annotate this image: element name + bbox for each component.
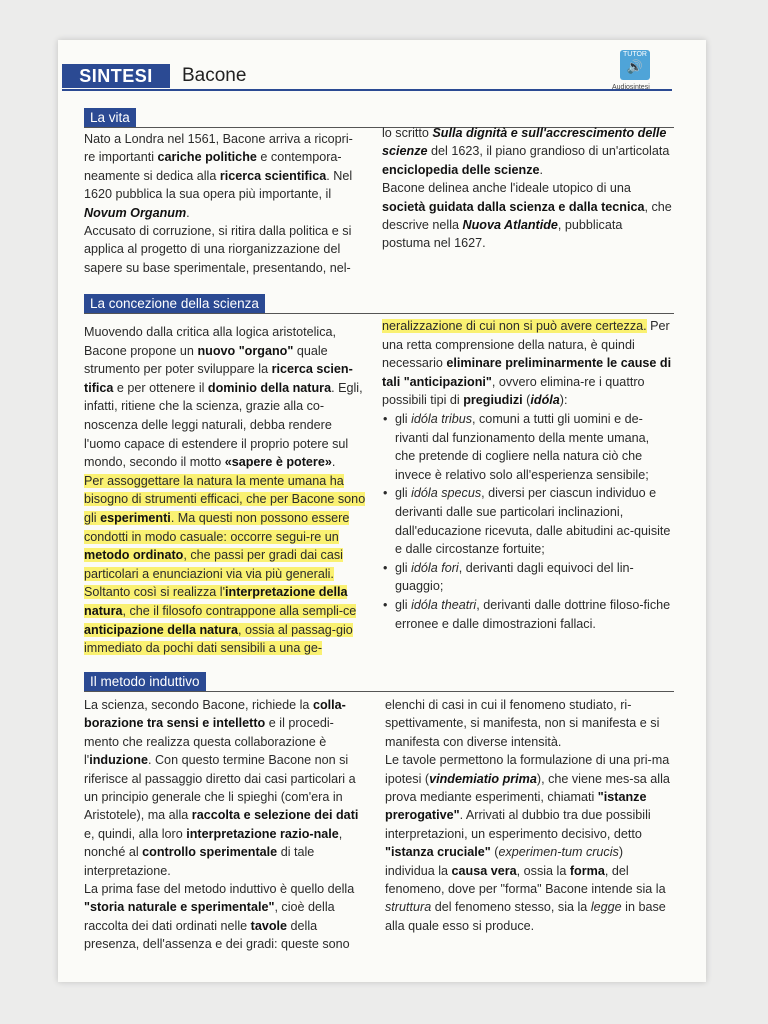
page-title: Bacone: [182, 65, 247, 86]
speaker-icon[interactable]: TUTOR 🔊: [620, 50, 650, 80]
audio-caption: Audiosintesi: [612, 84, 650, 91]
section-rule: [84, 313, 674, 314]
page-header: [62, 64, 672, 90]
section-vita: [84, 108, 136, 128]
section-title-vita: La vita: [84, 108, 136, 128]
vita-col-right: lo scritto Sulla dignità e sull'accrescimento delle scienze del 1623, il piano grandioso di un'articolata enciclopedia delle scienze. Bacone delinea anche l'ideale utopico di una società guidata dalla scienza e dalla tecnica, che descrive nella Nuova Atlantide, pubblicata postuma nel 1627.: [382, 126, 672, 251]
vita-col-left: Nato a Londra nel 1561, Bacone arriva a ricopri-re importanti cariche politiche e contempora-neamente si dedica alla ricerca scientifica. Nel 1620 pubblica la sua opera più importante, il Novum Organum. Accusato di corruzione, si ritira dalla politica e si applica al progetto di una riorganizzazione del sapere su base sperimentale, presentando, nel-: [84, 132, 353, 275]
section-scienza: [84, 294, 265, 314]
audio-tutor[interactable]: [612, 50, 654, 94]
metodo-col-left: La scienza, secondo Bacone, richiede la colla-borazione tra sensi e intelletto e il procedi-mento che realizza questa collaborazione è l'induzione. Con questo termine Bacone non si riferisce al passaggio diretto dai casi particolari a un principio generale che li spieghi (com'era in Aristotele), ma alla raccolta e selezione dei dati e, quindi, alla loro interpretazione razio-nale, nonché al controllo sperimentale di tale interpretazione. La prima fase del metodo induttivo è quello della "storia naturale e sperimentale", cioè della raccolta dei dati ordinati nelle tavole della presenza, dell'assenza e dei gradi: queste sono: [84, 698, 359, 952]
scienza-col-left: Muovendo dalla critica alla logica aristotelica, Bacone propone un nuovo "organo" quale strumento per poter sviluppare la ricerca scien-tifica e per ottenere il dominio della natura. Egli, infatti, ritiene che la scienza, grazie alla co-noscenza delle leggi naturali, debba rendere l'uomo capace di estendere il proprio potere sul mondo, secondo il motto «sapere è potere». Per assoggettare la natura la mente umana ha bisogno di strumenti efficaci, che per Bacone sono gli esperimenti. Ma questi non possono essere condotti in modo casuale: occorre segui-re un metodo ordinato, che passi per gradi dai casi particolari a enunciazioni via via più generali. Soltanto così si realizza l'interpretazione della natura, che il filosofo contrappone alla sempli-ce anticipazione della natura, ossia al passag-gio immediato da pochi dati sensibili a una ge-: [84, 325, 366, 656]
section-rule: [84, 691, 674, 692]
metodo-col-right: elenchi di casi in cui il fenomeno studiato, ri-spettivamente, si manifesta, non si manifesta e si manifesta con diverse intensità. Le tavole permettono la formulazione di una pri-ma ipotesi (vindemiatio prima), che viene mes-sa alla prova mediante esperimenti, chiamati "istanze prerogative". Arrivati al dubbio tra due possibili interpretazioni, un esperimento decisivo, detto "istanza cruciale" (experimen-tum crucis) individua la causa vera, ossia la forma, del fenomeno, dove per "forma" Bacone intende sia la struttura del fenomeno stesso, sia la legge in base alla quale esso si produce.: [385, 698, 670, 933]
scienza-col-right: neralizzazione di cui non si può avere certezza. Per una retta comprensione della natura, è quindi necessario eliminare preliminarmente le cause di tali "anticipazioni", ovvero elimina-re i quattro possibili tipi di pregiudizi (idóla): • gli idóla tribus, comuni a tutti gli uomini e de-rivanti dal funzionamento della mente umana, che pretende di cogliere nella natura ciò che invece è relativo solo all'esperienza sensibile; • gli idóla specus, diversi per ciascun individuo e derivanti dalle sue particolari inclinazioni, dall'educazione ricevuta, dalle abitudini ac-quisite e dalle circostanze fortuite; • gli idóla fori, derivanti dagli equivoci del lin-guaggio; • gli idóla theatri, derivanti dalle dottrine filoso-fiche erronee e dalle dimostrazioni fallaci.: [382, 317, 672, 633]
tutor-label: TUTOR: [623, 51, 647, 58]
sintesi-badge: SINTESI: [62, 64, 170, 88]
header-rule: [62, 89, 672, 91]
section-metodo: [84, 672, 206, 692]
section-title-metodo: Il metodo induttivo: [84, 672, 206, 692]
section-title-scienza: La concezione della scienza: [84, 294, 265, 314]
